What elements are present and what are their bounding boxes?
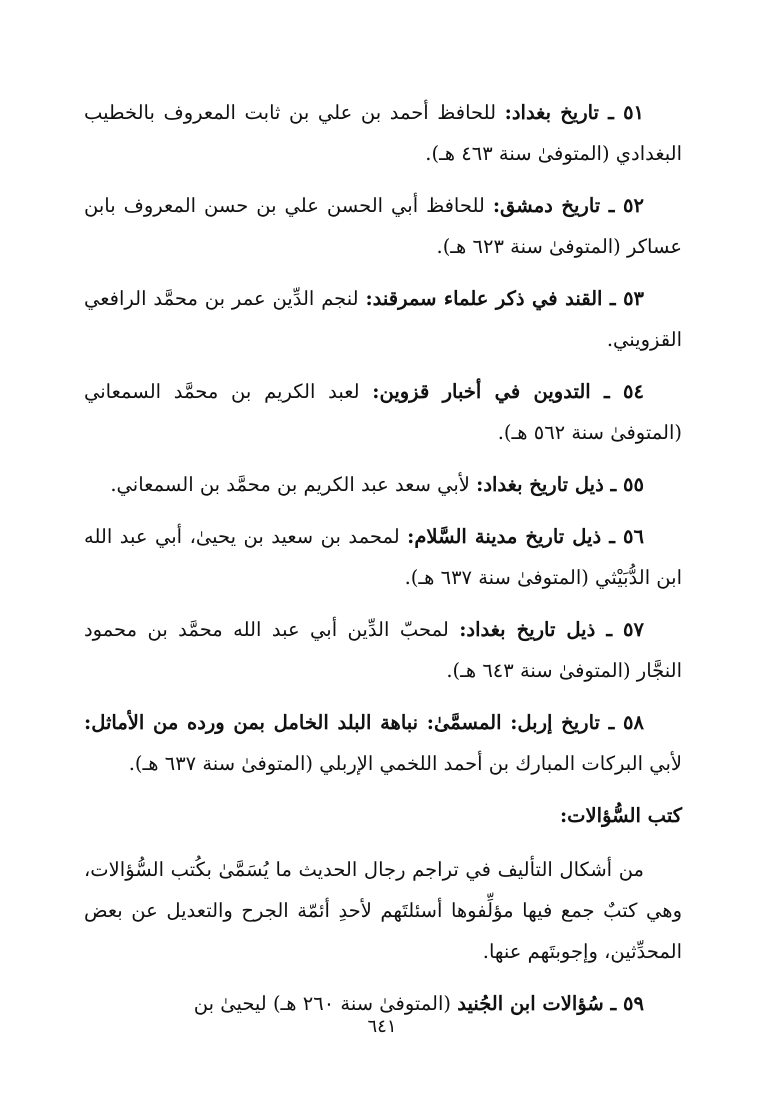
entry-51 xyxy=(84,92,682,174)
entry-title: ٥٦ ـ ذيل تاريخ مدينة السَّلام: xyxy=(407,525,644,548)
entry-text: للحافظ أبي الحسن علي بن حسن المعروف بابن عساكر (المتوفىٰ سنة ٦٢٣ هـ). xyxy=(84,194,682,258)
entry-text: لمحمد بن سعيد بن يحيىٰ، أبي عبد الله ابن الدُّبَيْثي (المتوفىٰ سنة ٦٣٧ هـ). xyxy=(84,525,682,589)
entry-title: ٥٥ ـ ذيل تاريخ بغداد: xyxy=(476,473,644,496)
entry-58 xyxy=(84,702,682,784)
entry-text: لمحبّ الدِّين أبي عبد الله محمَّد بن محمود النجَّار (المتوفىٰ سنة ٦٤٣ هـ). xyxy=(84,618,682,682)
entry-title: ٥٩ ـ سُؤالات ابن الجُنيد xyxy=(457,992,644,1015)
section-intro-paragraph: من أشكال التأليف في تراجم رجال الحديث ما يُسَمَّىٰ بكُتب السُّؤالات، وهي كتبٌ جمع فيها مؤلِّفوها أسئلتَهم لأحدِ أئمّة الجرح والتعديل عن بعض المحدِّثين، وإجوبتَهم عنها. xyxy=(84,858,682,963)
entry-text: لنجم الدِّين عمر بن محمَّد الرافعي القزويني. xyxy=(84,287,682,351)
entry-55 xyxy=(84,464,682,505)
entry-53 xyxy=(84,278,682,360)
entry-title: ٥١ ـ تاريخ بغداد: xyxy=(504,101,645,124)
section-heading: كتب السُّؤالات: xyxy=(559,804,682,827)
entry-56 xyxy=(84,516,682,598)
entry-title: ٥٤ ـ التدوين في أخبار قزوين: xyxy=(372,380,644,403)
page-number: ٦٤١ xyxy=(367,1016,397,1037)
entry-54 xyxy=(84,371,682,453)
entry-52 xyxy=(84,185,682,267)
entry-title: ٥٧ ـ ذيل تاريخ بغداد: xyxy=(459,618,644,641)
document-page xyxy=(84,92,682,1035)
entry-text: لعبد الكريم بن محمَّد السمعاني (المتوفىٰ سنة ٥٦٢ هـ). xyxy=(84,380,682,444)
entry-title: ٥٣ ـ القند في ذكر علماء سمرقند: xyxy=(365,287,645,310)
entry-text: (المتوفىٰ سنة ٢٦٠ هـ) ليحيىٰ بن xyxy=(193,992,458,1015)
entry-57 xyxy=(84,609,682,691)
entry-text: لأبي البركات المبارك بن أحمد اللخمي الإربلي (المتوفىٰ سنة ٦٣٧ هـ). xyxy=(128,752,682,775)
entry-text: للحافظ أحمد بن علي بن ثابت المعروف بالخطيب البغدادي (المتوفىٰ سنة ٤٦٣ هـ). xyxy=(84,101,682,165)
entry-title: ٥٢ ـ تاريخ دمشق: xyxy=(492,194,644,217)
entry-title: ٥٨ ـ تاريخ إربل: المسمَّىٰ: نباهة البلد الخامل بمن ورده من الأماثل: xyxy=(84,711,644,734)
entry-text: لأبي سعد عبد الكريم بن محمَّد بن السمعاني. xyxy=(110,473,477,496)
